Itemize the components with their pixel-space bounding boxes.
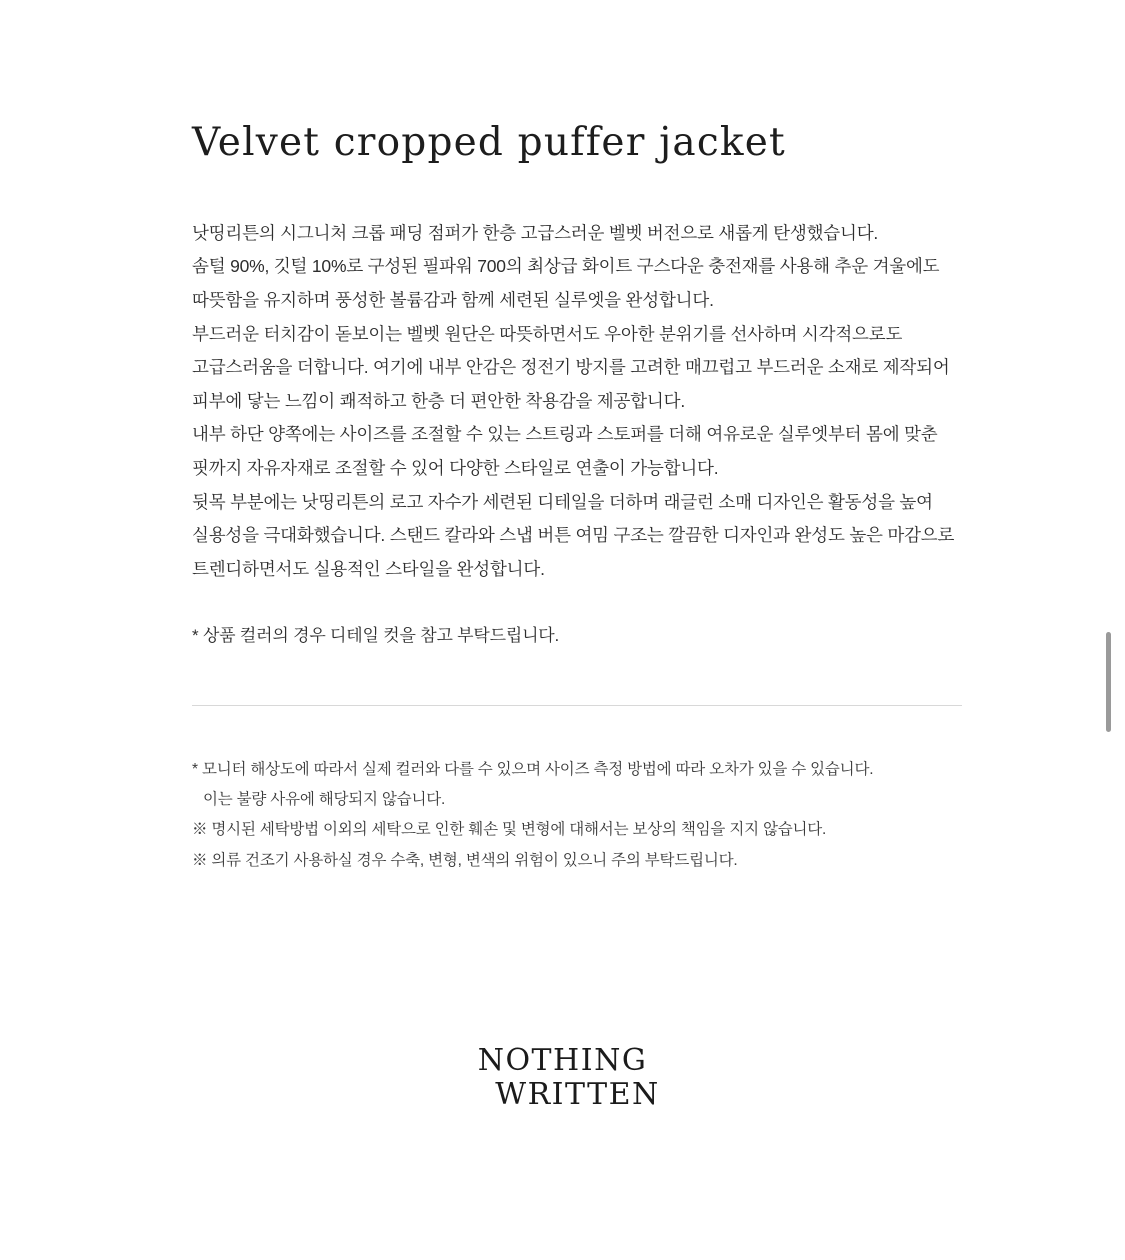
brand-logo-line-2: WRITTEN <box>495 1077 660 1113</box>
description-line: 뒷목 부분에는 낫띵리튼의 로고 자수가 세련된 디테일을 더하며 래글런 소매 디자인은 활동성을 높여 <box>192 491 933 512</box>
description-line: 고급스러움을 더합니다. 여기에 내부 안감은 정전기 방지를 고려한 매끄럽고 부드러운 소재로 제작되어 <box>192 357 950 378</box>
brand-logo <box>0 1045 1125 1113</box>
description-line: 부드러운 터치감이 돋보이는 벨벳 원단은 따뜻하면서도 우아한 분위기를 선사하며 시각적으로도 <box>192 323 903 344</box>
product-content <box>192 0 962 653</box>
description-line: 핏까지 자유자재로 조절할 수 있어 다양한 스타일로 연출이 가능합니다. <box>192 457 719 478</box>
description-line: 내부 하단 양쪽에는 사이즈를 조절할 수 있는 스트링과 스토퍼를 더해 여유로운 실루엣부터 몸에 맞춘 <box>192 424 938 445</box>
description-line: 피부에 닿는 느낌이 쾌적하고 한층 더 편안한 착용감을 제공합니다. <box>192 390 685 411</box>
description-line: 트렌디하면서도 실용적인 스타일을 완성합니다. <box>192 558 545 579</box>
page-scrollbar-thumb[interactable] <box>1106 632 1111 732</box>
disclaimer-line: 이는 불량 사유에 해당되지 않습니다. <box>203 791 446 809</box>
description-line: 솜털 90%, 깃털 10%로 구성된 필파워 700의 최상급 화이트 구스다운 충전재를 사용해 추운 겨울에도 <box>192 256 940 277</box>
section-divider <box>192 705 962 706</box>
disclaimer-line: * 모니터 해상도에 따라서 실제 컬러와 다를 수 있으며 사이즈 측정 방법에 따라 오차가 있을 수 있습니다. <box>192 761 874 778</box>
color-note: * 상품 컬러의 경우 디테일 컷을 참고 부탁드립니다. <box>192 626 560 646</box>
page-scrollbar[interactable] <box>1111 0 1119 1260</box>
disclaimer-block <box>192 755 1012 876</box>
disclaimer-line: ※ 의류 건조기 사용하실 경우 수축, 변형, 변색의 위험이 있으니 주의 부탁드립니다. <box>192 851 738 869</box>
description-line: 따뜻함을 유지하며 풍성한 볼륨감과 함께 세련된 실루엣을 완성합니다. <box>192 289 714 310</box>
description-line: 실용성을 극대화했습니다. 스탠드 칼라와 스냅 버튼 여밈 구조는 깔끔한 디자인과 완성도 높은 마감으로 <box>192 525 955 546</box>
page-title: Velvet cropped puffer jacket <box>192 120 786 165</box>
brand-logo-line-1: NOTHING <box>477 1043 648 1078</box>
product-description <box>192 217 962 587</box>
description-line: 낫띵리튼의 시그니처 크롭 패딩 점퍼가 한층 고급스러운 벨벳 버전으로 새롭게 탄생했습니다. <box>192 222 879 243</box>
disclaimer-line: ※ 명시된 세탁방법 이외의 세탁으로 인한 훼손 및 변형에 대해서는 보상의 책임을 지지 않습니다. <box>192 821 827 839</box>
